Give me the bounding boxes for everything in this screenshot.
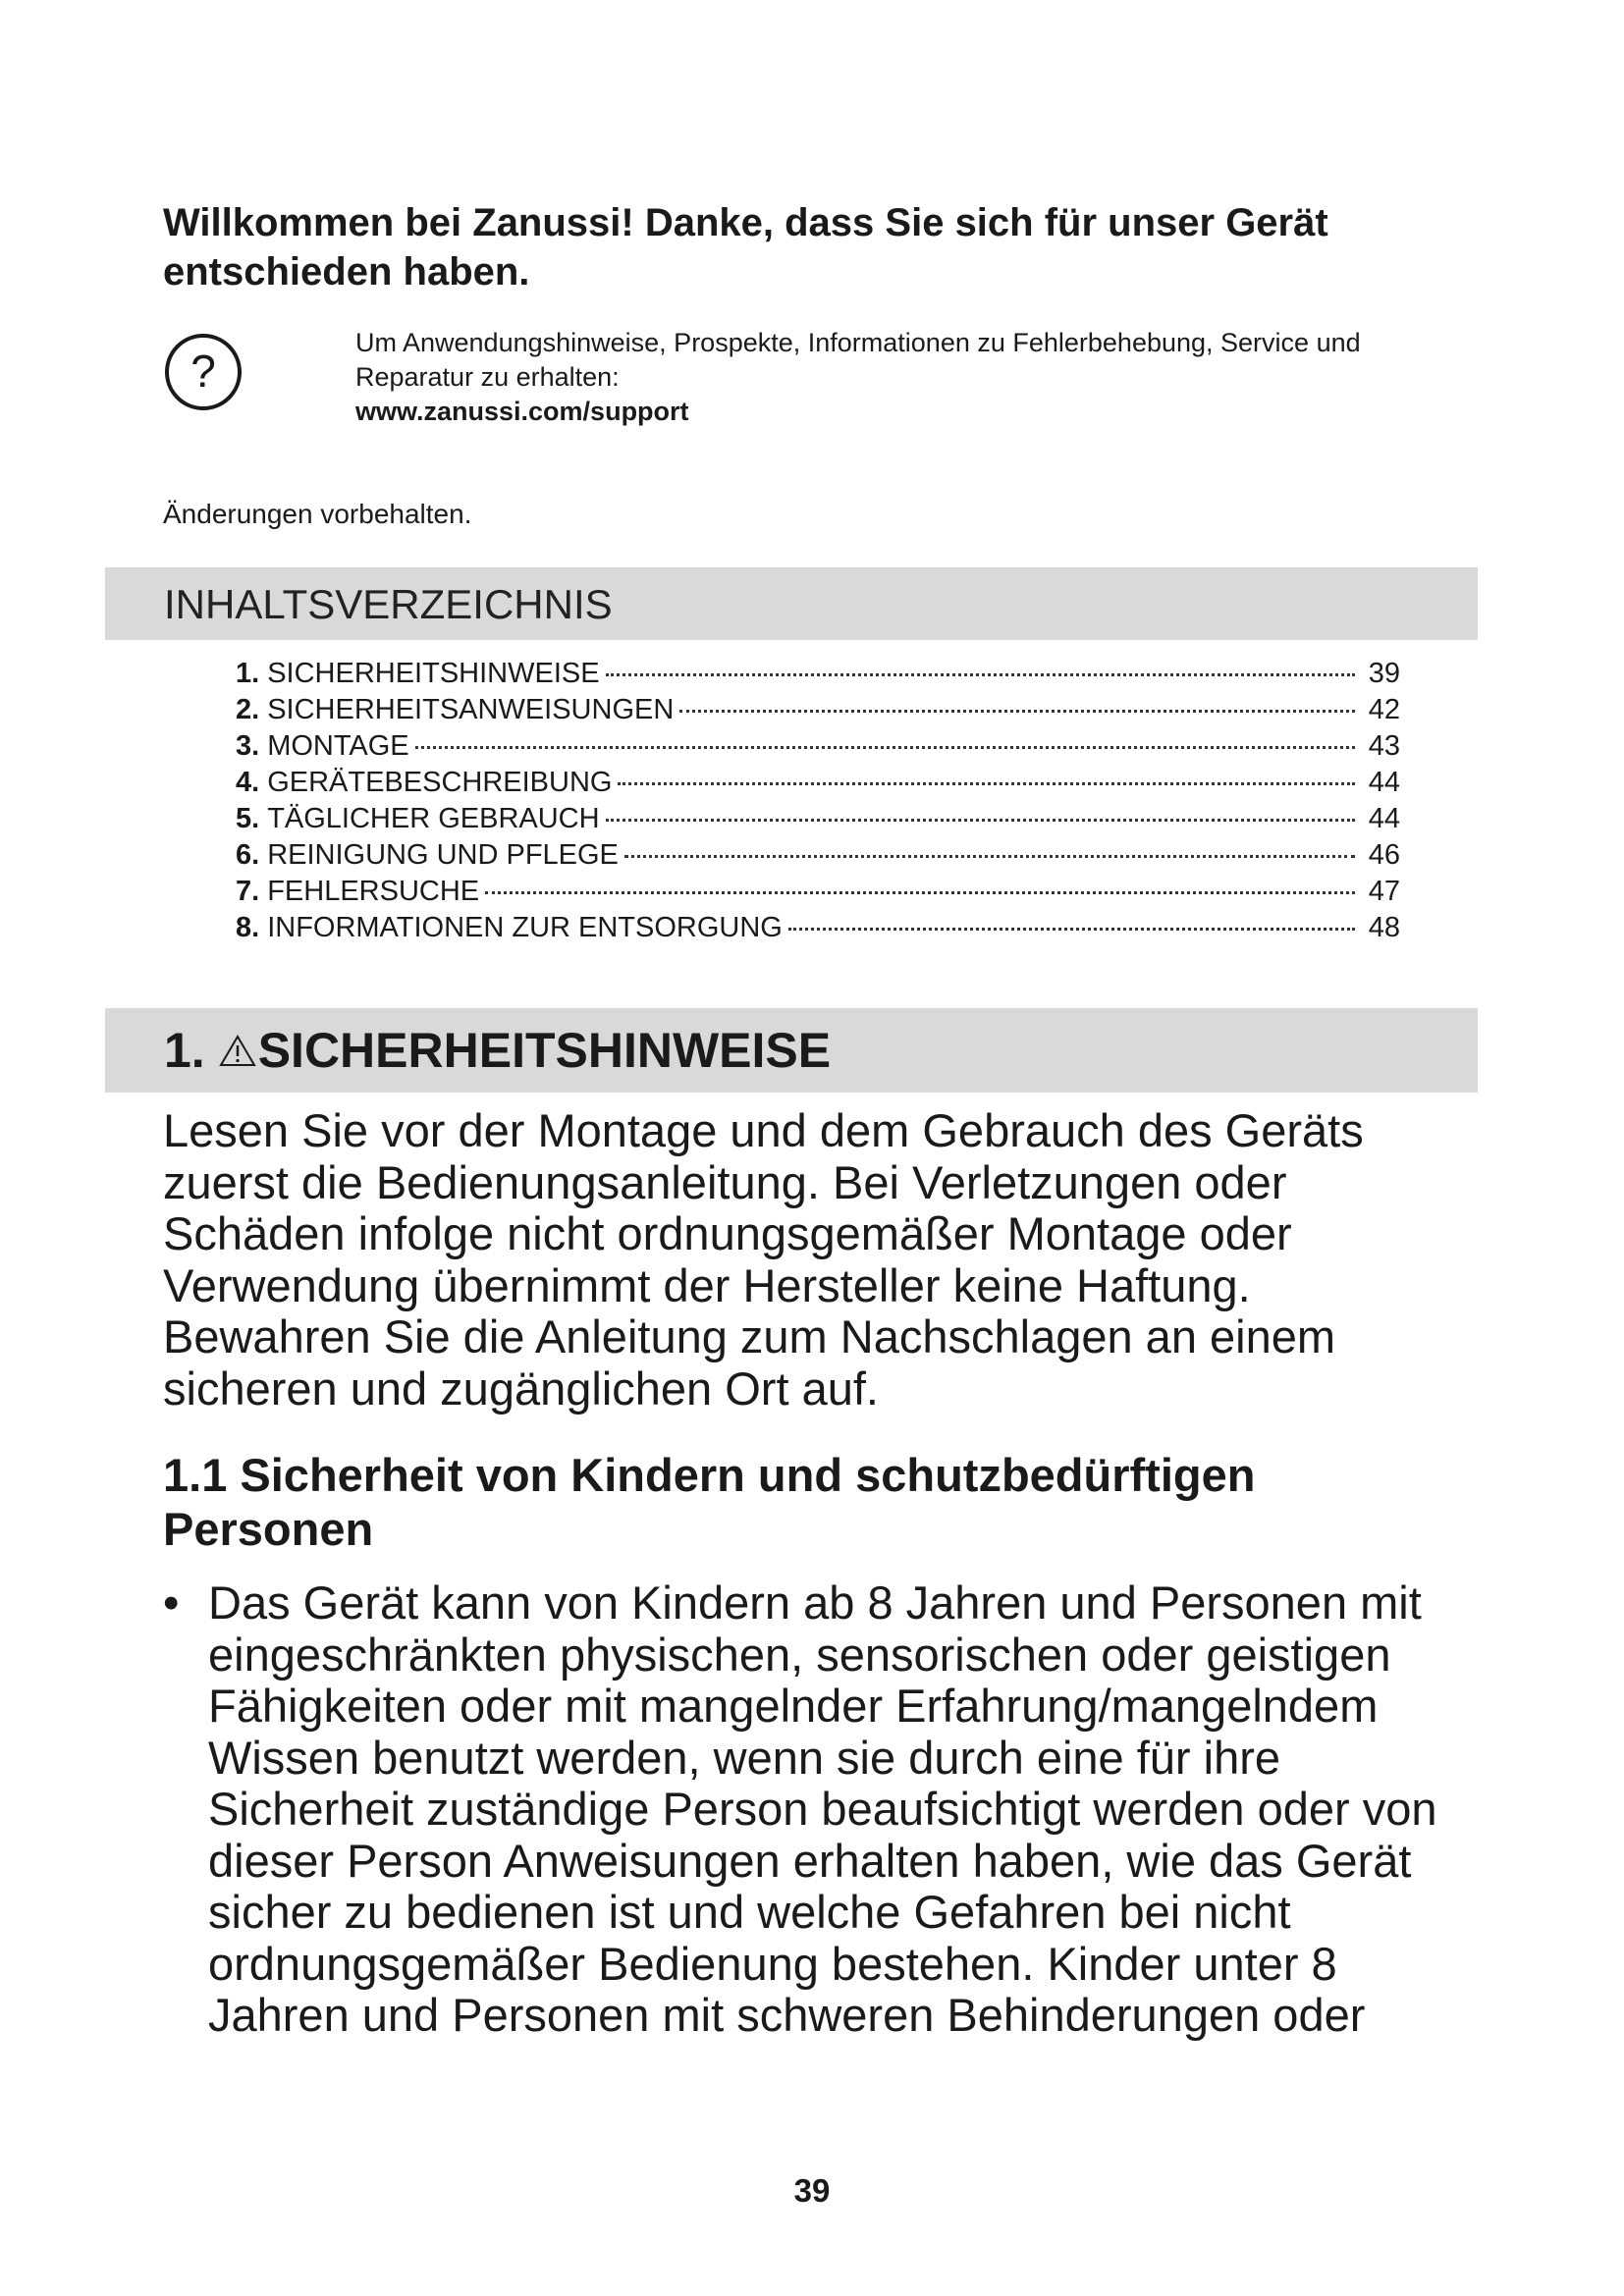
- support-text: [355, 326, 1485, 429]
- bullet-text: Das Gerät kann von Kindern ab 8 Jahren und Personen mit eingeschränkten physischen, sensorischen oder geistigen Fähigkeiten oder mit mangelnder Erfahrung/mangelndem Wissen benutzt werden, wenn sie durch eine für ihre Sicherheit zuständige Person beaufsichtigt werden oder von dieser Person Anweisungen erhalten haben, wie das Gerät sicher zu bedienen ist und welche Gefahren bei nicht ordnungsgemäßer Bedienung bestehen. Kinder unter 8 Jahren und Personen mit schweren Behinderungen oder: [208, 1576, 1437, 2041]
- toc-item-number: 4.: [236, 767, 260, 798]
- toc-item-number: 6.: [236, 839, 260, 871]
- toc-leader-dots: [606, 673, 1355, 676]
- toc-item-label: GERÄTEBESCHREIBUNG: [267, 767, 613, 798]
- toc-item[interactable]: [236, 837, 1400, 874]
- page-number: 39: [793, 2172, 831, 2209]
- toc-item-page: 44: [1368, 803, 1400, 834]
- section-1-intro: Lesen Sie vor der Montage und dem Gebrauch des Geräts zuerst die Bedienungsanleitung. Bei Verletzungen oder Schäden infolge nicht ordnungsgemäßer Montage oder Verwendung übernimmt der Hersteller keine Haftung. Bewahren Sie die Anleitung zum Nachschlagen an einem sicheren und zugänglichen Ort auf.: [163, 1104, 1364, 1415]
- toc-header: [105, 567, 1478, 640]
- support-link[interactable]: www.zanussi.com/support: [355, 397, 689, 426]
- toc-item-label: REINIGUNG UND PFLEGE: [267, 839, 619, 871]
- toc-leader-dots: [679, 710, 1355, 713]
- bullet-mark: •: [163, 1576, 180, 1629]
- support-description: Um Anwendungshinweise, Prospekte, Informationen zu Fehlerbehebung, Service und Reparatur zu erhalten:: [355, 328, 1361, 392]
- toc-item-page: 46: [1368, 839, 1400, 871]
- toc-item-page: 44: [1368, 767, 1400, 798]
- toc-item-label: MONTAGE: [267, 730, 409, 762]
- svg-text:?: ?: [190, 346, 216, 397]
- toc-item-number: 7.: [236, 876, 260, 907]
- warning-triangle-icon: [219, 1034, 256, 1067]
- toc-item-number: 1.: [236, 658, 260, 689]
- toc-item[interactable]: [236, 910, 1400, 946]
- toc-leader-dots: [606, 819, 1355, 822]
- welcome-heading: Willkommen bei Zanussi! Danke, dass Sie sich für unser Gerät entschieden haben.: [163, 201, 1328, 294]
- toc-item[interactable]: [236, 874, 1400, 910]
- toc-list: [236, 656, 1400, 946]
- toc-item-page: 43: [1368, 730, 1400, 762]
- toc-item-number: 5.: [236, 803, 260, 834]
- toc-item-label: INFORMATIONEN ZUR ENTSORGUNG: [267, 912, 783, 943]
- list-item: [163, 1577, 1479, 2042]
- toc-title: INHALTSVERZEICHNIS: [164, 581, 613, 627]
- toc-leader-dots: [485, 891, 1355, 894]
- section-1-header: [105, 1008, 1478, 1093]
- toc-leader-dots: [618, 782, 1355, 785]
- toc-item[interactable]: [236, 765, 1400, 801]
- toc-item-label: FEHLERSUCHE: [267, 876, 480, 907]
- toc-leader-dots: [788, 928, 1355, 931]
- toc-item-number: 2.: [236, 694, 260, 725]
- toc-item-page: 48: [1368, 912, 1400, 943]
- toc-item[interactable]: [236, 692, 1400, 728]
- toc-item-label: TÄGLICHER GEBRAUCH: [267, 803, 600, 834]
- changes-notice: Änderungen vorbehalten.: [163, 499, 472, 529]
- section-1-1-heading: 1.1 Sicherheit von Kindern und schutzbedürftigen Personen: [163, 1449, 1256, 1555]
- toc-item-label: SICHERHEITSANWEISUNGEN: [267, 694, 675, 725]
- toc-item[interactable]: [236, 801, 1400, 837]
- toc-item[interactable]: [236, 656, 1400, 692]
- support-notice: [163, 326, 1479, 434]
- section-1-label: SICHERHEITSHINWEISE: [257, 1023, 832, 1078]
- section-1-number: 1.: [164, 1023, 205, 1078]
- toc-item-page: 39: [1368, 658, 1400, 689]
- question-circle-icon: [163, 332, 244, 412]
- section-1-title: [164, 1020, 831, 1081]
- toc-item-number: 8.: [236, 912, 260, 943]
- toc-item[interactable]: [236, 728, 1400, 765]
- toc-item-label: SICHERHEITSHINWEISE: [267, 658, 600, 689]
- toc-leader-dots: [415, 746, 1355, 749]
- toc-item-page: 47: [1368, 876, 1400, 907]
- toc-item-page: 42: [1368, 694, 1400, 725]
- toc-leader-dots: [624, 855, 1355, 858]
- toc-item-number: 3.: [236, 730, 260, 762]
